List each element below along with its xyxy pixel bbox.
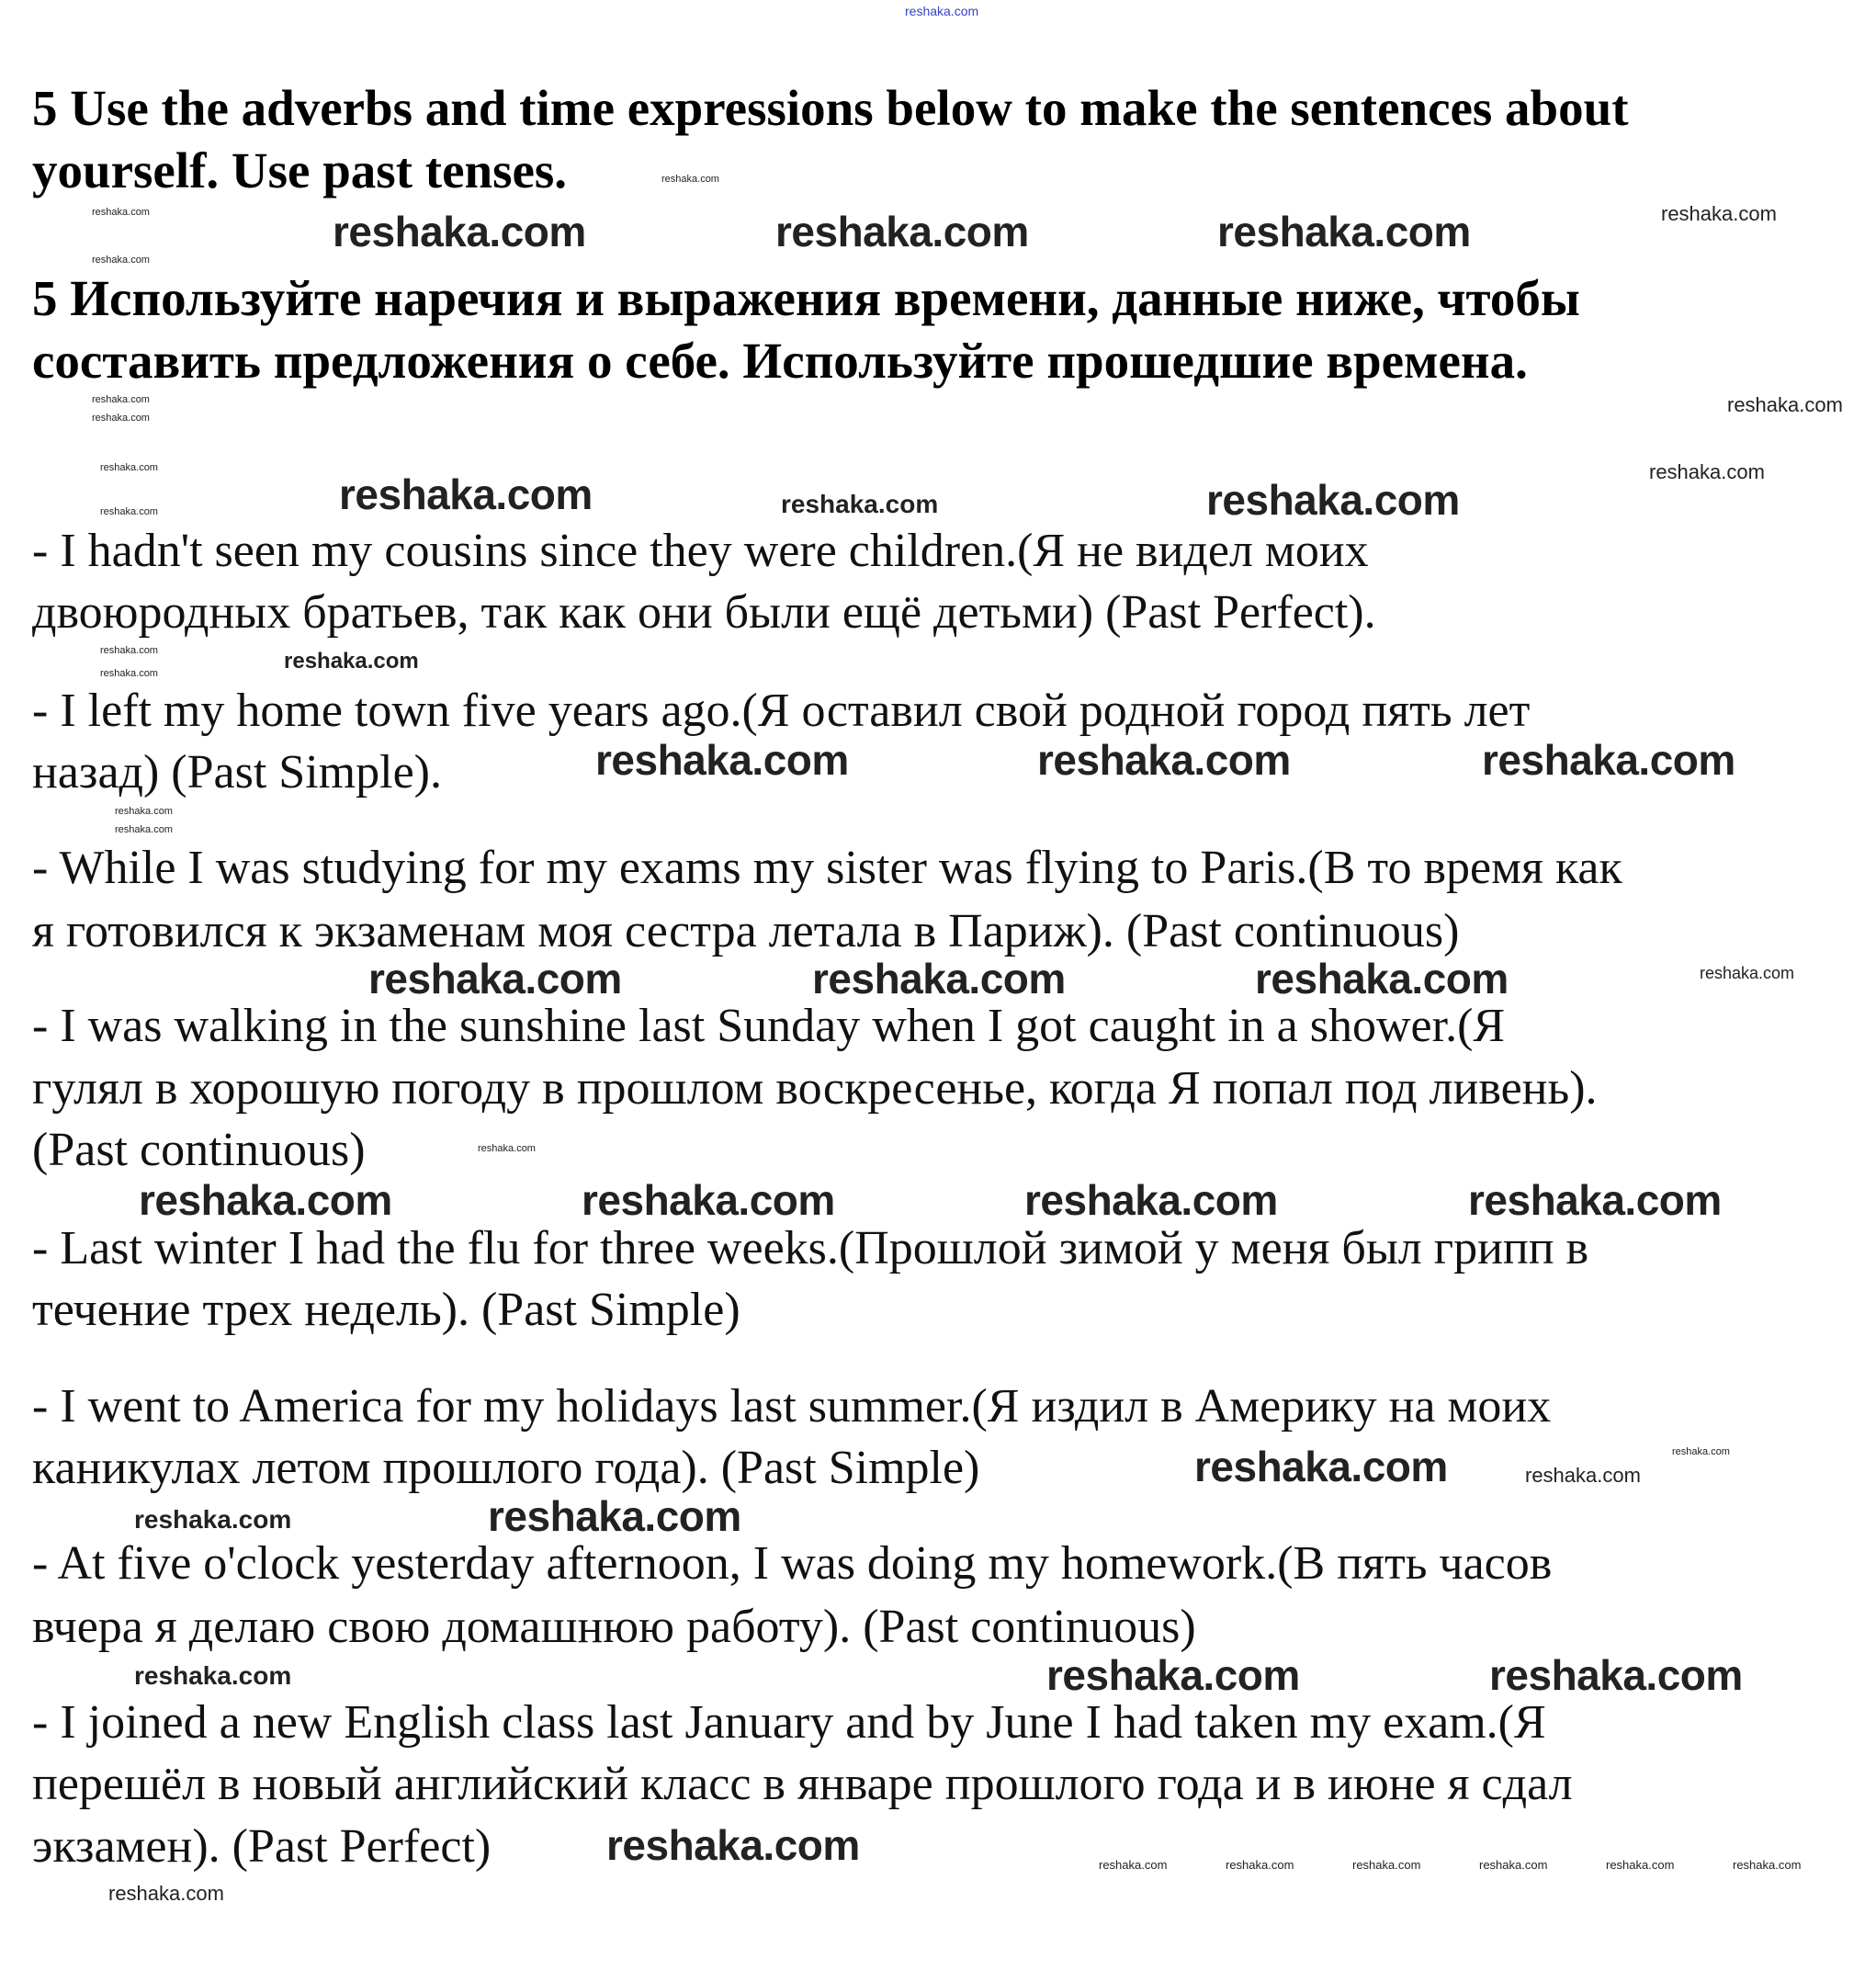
watermark: reshaka.com: [100, 668, 158, 679]
answer-line: - At five o'clock yesterday afternoon, I was doing my homework.(В пять часов: [32, 1537, 1553, 1590]
heading-ru-line: составить предложения о себе. Используйте прошедшие времена.: [32, 333, 1528, 389]
watermark: reshaka.com: [582, 1176, 835, 1224]
watermark: reshaka.com: [339, 470, 593, 518]
watermark: reshaka.com: [368, 955, 622, 1002]
site-link[interactable]: reshaka.com: [905, 4, 979, 18]
answer-line: назад) (Past Simple).: [32, 746, 442, 798]
watermark: reshaka.com: [1352, 1858, 1421, 1872]
answer-line: - I left my home town five years ago.(Я оставил свой родной город пять лет: [32, 685, 1531, 737]
watermark: reshaka.com: [1727, 393, 1843, 416]
watermark: reshaka.com: [115, 806, 173, 817]
watermark: reshaka.com: [100, 506, 158, 517]
watermark: reshaka.com: [775, 208, 1029, 255]
answer-line: я готовился к экзаменам моя сестра летала в Париж). (Past continuous): [32, 905, 1460, 957]
answer-line: каникулах летом прошлого года). (Past Simple): [32, 1442, 980, 1494]
watermark: reshaka.com: [1489, 1651, 1743, 1699]
watermark: reshaka.com: [1046, 1651, 1300, 1699]
answer-line: перешёл в новый английский класс в январе прошлого года и в июне я сдал: [32, 1758, 1573, 1810]
watermark: reshaka.com: [92, 413, 150, 424]
watermark: reshaka.com: [781, 490, 939, 518]
watermark: reshaka.com: [661, 174, 719, 185]
watermark: reshaka.com: [1226, 1858, 1294, 1872]
heading-ru-line: 5 Используйте наречия и выражения времени, данные ниже, чтобы: [32, 270, 1580, 326]
watermark: reshaka.com: [100, 645, 158, 656]
watermark: reshaka.com: [139, 1176, 392, 1224]
watermark: reshaka.com: [1733, 1858, 1802, 1872]
answer-line: течение трех недель). (Past Simple): [32, 1284, 740, 1336]
watermark: reshaka.com: [606, 1821, 860, 1869]
watermark: reshaka.com: [1037, 736, 1291, 784]
watermark: reshaka.com: [1479, 1858, 1548, 1872]
answer-line: - I hadn't seen my cousins since they were children.(Я не видел моих: [32, 525, 1369, 577]
watermark: reshaka.com: [1024, 1176, 1278, 1224]
watermark: reshaka.com: [1525, 1464, 1641, 1487]
watermark: reshaka.com: [134, 1505, 292, 1534]
answer-line: - I was walking in the sunshine last Sunday when I got caught in a shower.(Я: [32, 1000, 1506, 1052]
answer-line: - I joined a new English class last January and by June I had taken my exam.(Я: [32, 1696, 1546, 1749]
watermark: reshaka.com: [1217, 208, 1471, 255]
watermark: reshaka.com: [92, 394, 150, 405]
watermark: reshaka.com: [284, 649, 419, 674]
watermark: reshaka.com: [333, 208, 586, 255]
watermark: reshaka.com: [100, 462, 158, 473]
watermark: reshaka.com: [1606, 1858, 1675, 1872]
watermark: reshaka.com: [1661, 202, 1777, 225]
watermark: reshaka.com: [812, 955, 1066, 1002]
watermark: reshaka.com: [478, 1143, 536, 1154]
watermark: reshaka.com: [488, 1492, 741, 1540]
answer-line: - While I was studying for my exams my sister was flying to Paris.(В то время как: [32, 842, 1622, 894]
watermark: reshaka.com: [1099, 1858, 1168, 1872]
heading-en-line: yourself. Use past tenses.: [32, 142, 568, 198]
watermark: reshaka.com: [108, 1882, 224, 1905]
answer-line: - I went to America for my holidays last summer.(Я издил в Америку на моих: [32, 1380, 1552, 1433]
watermark: reshaka.com: [134, 1661, 292, 1690]
heading-en-line: 5 Use the adverbs and time expressions below to make the sentences about: [32, 80, 1629, 136]
watermark: reshaka.com: [1649, 460, 1765, 483]
watermark: reshaka.com: [1482, 736, 1735, 784]
watermark: reshaka.com: [595, 736, 849, 784]
answer-line: гулял в хорошую погоду в прошлом воскресенье, когда Я попал под ливень).: [32, 1062, 1598, 1115]
answer-line: экзамен). (Past Perfect): [32, 1820, 492, 1873]
answer-line: двоюродных братьев, так как они были ещё детьми) (Past Perfect).: [32, 586, 1376, 639]
answer-line: (Past continuous): [32, 1124, 366, 1176]
watermark: reshaka.com: [1700, 964, 1795, 982]
watermark: reshaka.com: [92, 207, 150, 218]
watermark: reshaka.com: [1468, 1176, 1722, 1224]
watermark: reshaka.com: [1194, 1443, 1448, 1490]
watermark: reshaka.com: [1206, 476, 1460, 524]
answer-line: - Last winter I had the flu for three weeks.(Прошлой зимой у меня был грипп в: [32, 1222, 1589, 1274]
watermark: reshaka.com: [115, 824, 173, 835]
answer-line: вчера я делаю свою домашнюю работу). (Past continuous): [32, 1601, 1196, 1653]
watermark: reshaka.com: [92, 255, 150, 266]
watermark: reshaka.com: [1255, 955, 1509, 1002]
watermark: reshaka.com: [1672, 1446, 1730, 1457]
